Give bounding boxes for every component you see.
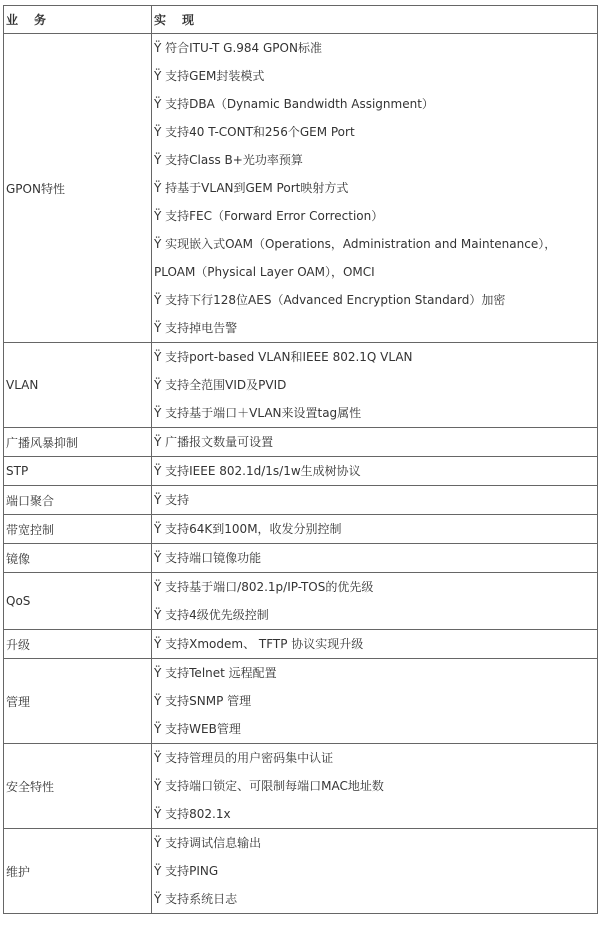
row-category: VLAN: [4, 343, 152, 428]
header-row: [4, 6, 598, 34]
feature-item: Ÿ 支持WEB管理: [154, 722, 241, 736]
row-features: [152, 457, 598, 486]
row-features: [152, 829, 598, 914]
table-body: [4, 34, 598, 914]
table-row: [4, 457, 598, 486]
table-row: [4, 515, 598, 544]
row-category: QoS: [4, 573, 152, 630]
row-features: [152, 515, 598, 544]
feature-item: Ÿ 支持64K到100M，收发分别控制: [154, 522, 342, 536]
feature-item: Ÿ 支持Class B+光功率预算: [154, 153, 303, 167]
feature-item: Ÿ 支持Xmodem、 TFTP 协议实现升级: [154, 637, 364, 651]
table-row: [4, 343, 598, 428]
row-features: [152, 630, 598, 659]
feature-item: PLOAM（Physical Layer OAM），OMCI: [154, 265, 375, 279]
row-features: [152, 428, 598, 457]
table-row: [4, 34, 598, 343]
feature-item: Ÿ 支持端口镜像功能: [154, 551, 262, 565]
table-row: [4, 573, 598, 630]
feature-item: Ÿ 支持端口锁定、可限制每端口MAC地址数: [154, 779, 384, 793]
row-category: 广播风暴抑制: [4, 428, 152, 457]
row-features: [152, 34, 598, 343]
feature-item: Ÿ 支持基于端口＋VLAN来设置tag属性: [154, 406, 362, 420]
row-features: [152, 544, 598, 573]
row-category: 升级: [4, 630, 152, 659]
row-category: GPON特性: [4, 34, 152, 343]
feature-item: Ÿ 支持: [154, 493, 190, 507]
feature-item: Ÿ 持基于VLAN到GEM Port映射方式: [154, 181, 349, 195]
row-features: [152, 486, 598, 515]
feature-item: Ÿ 支持调试信息输出: [154, 836, 262, 850]
feature-item: Ÿ 支持下行128位AES（Advanced Encryption Standard）加密: [154, 293, 506, 307]
table-row: [4, 659, 598, 744]
feature-item: Ÿ 支持40 T-CONT和256个GEM Port: [154, 125, 355, 139]
row-features: [152, 343, 598, 428]
feature-item: Ÿ 符合ITU-T G.984 GPON标准: [154, 41, 322, 55]
table-row: [4, 544, 598, 573]
feature-item: Ÿ 支持管理员的用户密码集中认证: [154, 751, 334, 765]
feature-item: Ÿ 支持PING: [154, 864, 219, 878]
row-features: [152, 659, 598, 744]
row-features: [152, 573, 598, 630]
row-category: 管理: [4, 659, 152, 744]
header-implementation: 实 现: [152, 6, 598, 34]
feature-item: Ÿ 支持4级优先级控制: [154, 608, 269, 622]
feature-item: Ÿ 实现嵌入式OAM（Operations，Administration and Maintenance），: [154, 237, 557, 251]
row-features: [152, 744, 598, 829]
row-category: STP: [4, 457, 152, 486]
table-row: [4, 486, 598, 515]
feature-item: Ÿ 支持802.1x: [154, 807, 231, 821]
feature-item: Ÿ 支持SNMP 管理: [154, 694, 252, 708]
table-row: [4, 829, 598, 914]
feature-item: Ÿ 支持基于端口/802.1p/IP-TOS的优先级: [154, 580, 374, 594]
row-category: 安全特性: [4, 744, 152, 829]
feature-item: Ÿ 支持系统日志: [154, 892, 238, 906]
spec-table: [3, 5, 598, 914]
row-category: 端口聚合: [4, 486, 152, 515]
table-row: [4, 744, 598, 829]
feature-item: Ÿ 支持掉电告警: [154, 321, 238, 335]
row-category: 维护: [4, 829, 152, 914]
feature-item: Ÿ 支持DBA（Dynamic Bandwidth Assignment）: [154, 97, 434, 111]
row-category: 镜像: [4, 544, 152, 573]
feature-item: Ÿ 广播报文数量可设置: [154, 435, 274, 449]
feature-item: Ÿ 支持GEM封装模式: [154, 69, 265, 83]
table-row: [4, 428, 598, 457]
header-business: 业 务: [4, 6, 152, 34]
feature-item: Ÿ 支持全范围VID及PVID: [154, 378, 287, 392]
feature-item: Ÿ 支持IEEE 802.1d/1s/1w生成树协议: [154, 464, 361, 478]
feature-item: Ÿ 支持port-based VLAN和IEEE 802.1Q VLAN: [154, 350, 413, 364]
table-row: [4, 630, 598, 659]
feature-item: Ÿ 支持Telnet 远程配置: [154, 666, 277, 680]
feature-item: Ÿ 支持FEC（Forward Error Correction）: [154, 209, 384, 223]
row-category: 带宽控制: [4, 515, 152, 544]
